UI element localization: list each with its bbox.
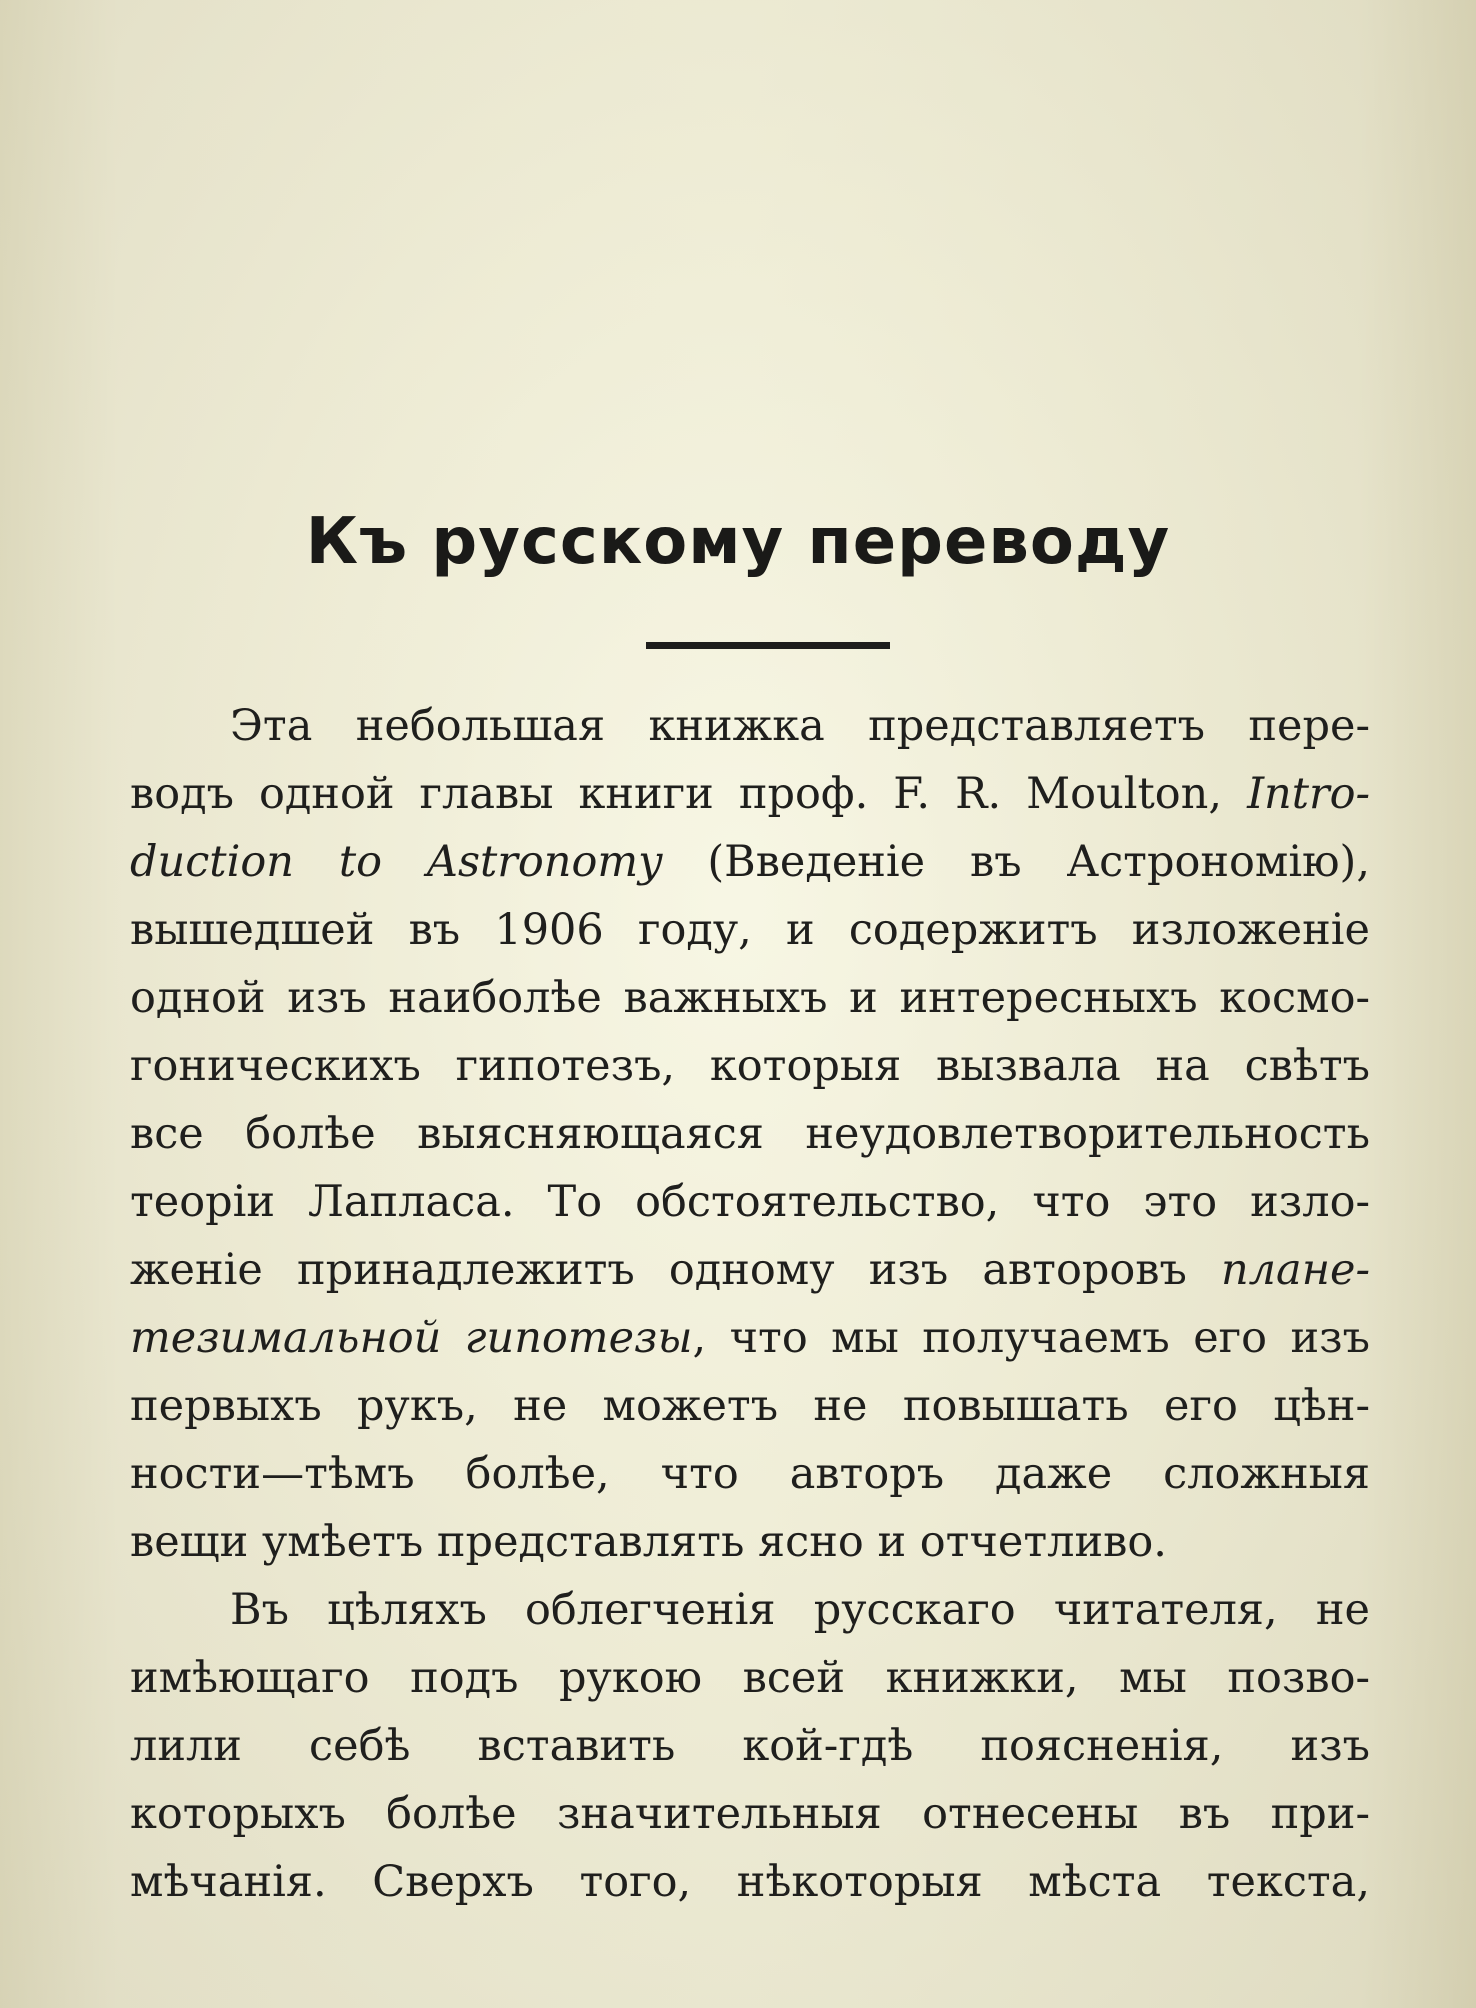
body-text [130, 692, 1370, 1916]
italic-segment: плане- [1220, 1245, 1370, 1295]
heading-rule [646, 642, 890, 649]
text-line: мѣчанія. Сверхъ того, нѣкоторыя мѣста текста, [130, 1857, 1370, 1907]
text-segment: женіе принадлежитъ одному изъ авторовъ [130, 1245, 1221, 1295]
text-line: Эта небольшая книжка представляетъ пере- [230, 701, 1370, 751]
text-line: имѣющаго подъ рукою всей книжки, мы позво- [130, 1653, 1370, 1703]
text-line [130, 760, 1370, 828]
text-line: теоріи Лапласа. То обстоятельство, что это изло- [130, 1177, 1370, 1227]
page-heading: Къ русскому переводу [305, 505, 1171, 579]
text-segment: водъ одной главы книги проф. F. R. Moulton, [130, 769, 1248, 819]
text-line: все болѣе выясняющаяся неудовлетворительность [130, 1109, 1370, 1159]
text-line: лили себѣ вставить кой-гдѣ поясненія, изъ [130, 1721, 1370, 1771]
text-segment: (Введеніе въ Астрономію), [662, 837, 1370, 887]
text-line: вещи умѣетъ представлять ясно и отчетливо. [130, 1517, 1167, 1567]
text-line: Въ цѣляхъ облегченія русскаго читателя, не [230, 1585, 1370, 1635]
text-line: гоническихъ гипотезъ, которыя вызвала на свѣтъ [130, 1041, 1370, 1091]
text-line [130, 1304, 1370, 1372]
text-segment: , что мы получаемъ его изъ [692, 1313, 1370, 1363]
text-line: вышедшей въ 1906 году, и содержитъ изложеніе [130, 905, 1370, 955]
text-line: которыхъ болѣе значительныя отнесены въ при- [130, 1789, 1370, 1839]
text-line: ности—тѣмъ болѣе, что авторъ даже сложныя [130, 1449, 1370, 1499]
text-line [130, 1236, 1370, 1304]
italic-segment: тезимальной гипотезы [130, 1313, 693, 1363]
italic-segment: duction to Astronomy [130, 837, 663, 887]
italic-segment: Intro- [1247, 769, 1370, 819]
text-line: первыхъ рукъ, не можетъ не повышать его цѣн- [130, 1381, 1370, 1431]
text-line: одной изъ наиболѣе важныхъ и интересныхъ космо- [130, 973, 1370, 1023]
text-line [130, 828, 1370, 896]
